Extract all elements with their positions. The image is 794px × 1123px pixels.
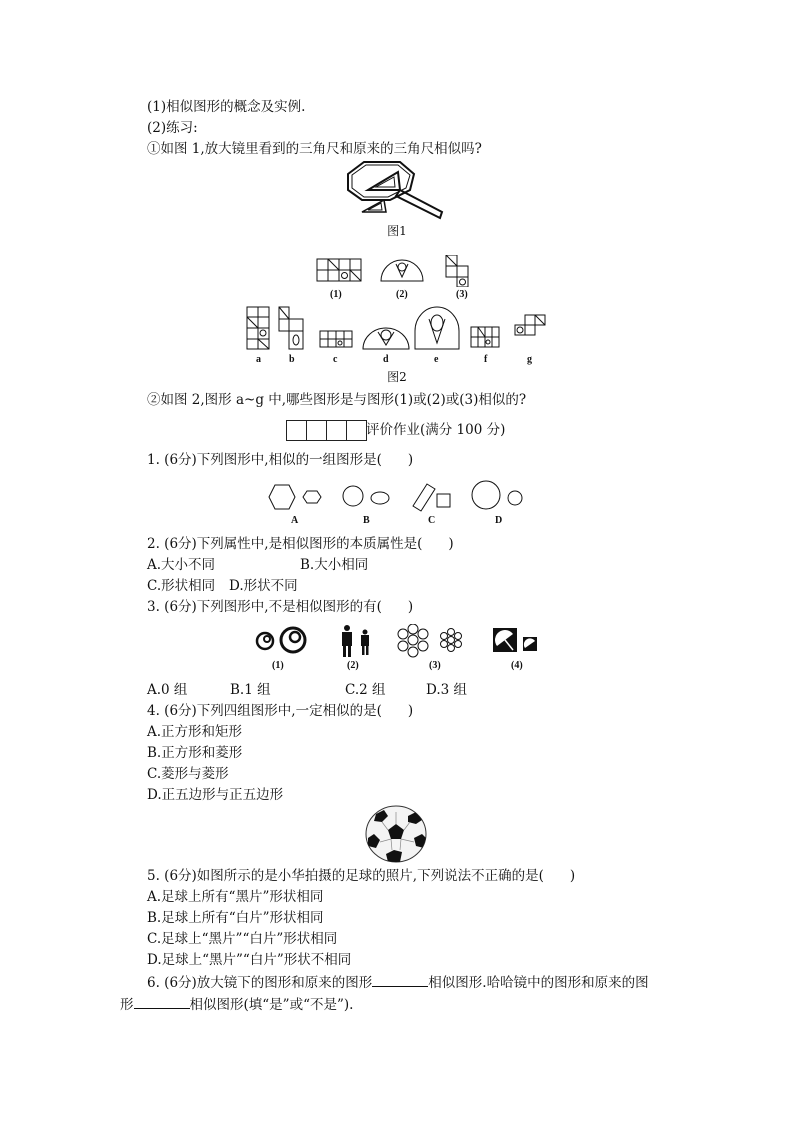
- fig2-label-g: g: [527, 354, 532, 365]
- intro-item-2: (2)练习:: [147, 120, 198, 136]
- question-2: 2. (6分)下列属性中,是相似图形的本质属性是( ): [147, 536, 454, 552]
- question-5: 5. (6分)如图所示的是小华拍摄的足球的照片,下列说法不正确的是( ): [147, 868, 576, 884]
- q1-label-a: A: [291, 515, 299, 526]
- question-6-line-2: 形 相似图形(填“是”或“不是”).: [120, 994, 353, 1014]
- q1-label-c: C: [428, 515, 436, 526]
- box-icons: [286, 420, 366, 441]
- question-fig1: ①如图 1,放大镜里看到的三角尺和原来的三角尺相似吗?: [147, 141, 482, 157]
- figure-2-top-shapes: [315, 255, 475, 287]
- q2-option-b: B.大小相同: [300, 557, 369, 573]
- q2-option-c: C.形状相同: [147, 578, 216, 594]
- q5-option-c: C.足球上“黑片”“白片”形状相同: [147, 931, 338, 947]
- magnifier-figure: [340, 160, 452, 222]
- figure-2-bottom-shapes: [245, 305, 550, 351]
- q5-option-d: D.足球上“黑片”“白片”形状不相同: [147, 952, 352, 968]
- q3-option-a: A.0 组: [147, 682, 188, 698]
- q3-option-d: D.3 组: [426, 682, 468, 698]
- q1-label-b: B: [363, 515, 370, 526]
- figure-2-caption: 图2: [387, 370, 407, 384]
- q2-option-d: D.形状不同: [229, 578, 298, 594]
- q3-label-4: (4): [511, 660, 523, 671]
- q5-option-a: A.足球上所有“黑片”形状相同: [147, 889, 324, 905]
- q4-option-c: C.菱形与菱形: [147, 766, 229, 782]
- fig2-label-1: (1): [330, 289, 342, 300]
- question-6-line-1: 6. (6分)放大镜下的图形和原来的图形 相似图形.哈哈镜中的图形和原来的图: [147, 972, 649, 992]
- answer-blank-2[interactable]: [134, 994, 190, 1009]
- section-title: 评价作业(满分 100 分): [286, 420, 505, 441]
- q5-option-b: B.足球上所有“白片”形状相同: [147, 910, 324, 926]
- fig2-label-f: f: [484, 354, 488, 365]
- question-1: 1. (6分)下列图形中,相似的一组图形是( ): [147, 452, 414, 468]
- q3-label-2: (2): [347, 660, 359, 671]
- fig2-label-3: (3): [456, 289, 468, 300]
- question-3: 3. (6分)下列图形中,不是相似图形的有( ): [147, 599, 414, 615]
- question-3-shapes: [255, 624, 545, 658]
- figure-1-caption: 图1: [387, 224, 407, 238]
- soccer-ball-image: [364, 804, 428, 864]
- q2-option-a: A.大小不同: [147, 557, 216, 573]
- fig2-label-e: e: [434, 354, 439, 365]
- fig2-label-a: a: [256, 354, 261, 365]
- question-4: 4. (6分)下列四组图形中,一定相似的是( ): [147, 703, 414, 719]
- q4-option-b: B.正方形和菱形: [147, 745, 243, 761]
- q3-option-c: C.2 组: [345, 682, 386, 698]
- q1-label-d: D: [495, 515, 503, 526]
- fig2-label-b: b: [289, 354, 295, 365]
- q3-label-3: (3): [429, 660, 441, 671]
- q3-option-b: B.1 组: [230, 682, 271, 698]
- q4-option-a: A.正方形和矩形: [147, 724, 243, 740]
- fig2-label-c: c: [333, 354, 338, 365]
- q4-option-d: D.正五边形与正五边形: [147, 787, 284, 803]
- intro-item-1: (1)相似图形的概念及实例.: [147, 99, 306, 115]
- q3-label-1: (1): [272, 660, 284, 671]
- fig2-label-d: d: [383, 354, 389, 365]
- question-1-shapes: [265, 480, 530, 514]
- question-fig2: ②如图 2,图形 a~g 中,哪些图形是与图形(1)或(2)或(3)相似的?: [147, 392, 527, 408]
- fig2-label-2: (2): [396, 289, 408, 300]
- answer-blank-1[interactable]: [372, 972, 428, 987]
